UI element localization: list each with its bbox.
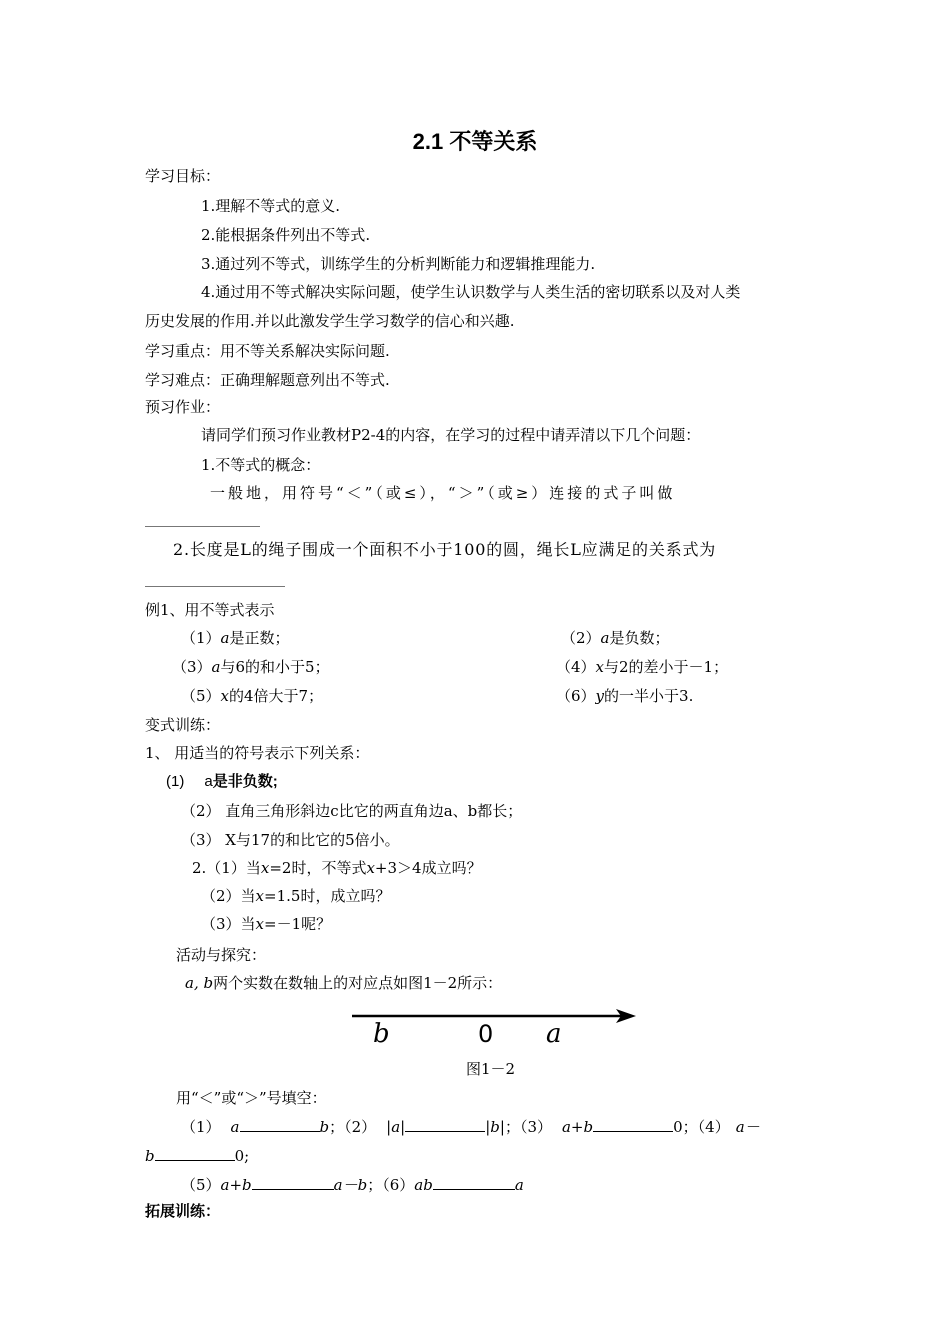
preview-label: 预习作业： xyxy=(145,398,221,416)
difficulty: 学习难点：正确理解题意列出不等式. xyxy=(145,371,390,389)
objective-item: 3.通过列不等式，训练学生的分析判断能力和逻辑推理能力. xyxy=(201,255,596,273)
preview-q2-text: 2.长度是L的绳子围成一个面积不小于100的圆，绳长L应满足的关系式为 xyxy=(173,540,717,559)
figure-caption: 图1－2 xyxy=(466,1060,516,1078)
preview-q1-text: 一般地，用符号“＜”（或≤），“＞”（或≥）连接的式子叫做 xyxy=(210,484,676,502)
axis-label-a: a xyxy=(546,1019,562,1049)
answer-blank[interactable] xyxy=(240,1117,320,1132)
variation-q1: 1、 用适当的符号表示下列关系： xyxy=(145,744,370,762)
example1-label: 例1、用不等式表示 xyxy=(145,601,275,619)
extension-label: 拓展训练： xyxy=(145,1203,221,1220)
example-item: （1）a是正数； xyxy=(181,629,290,647)
answer-blank[interactable] xyxy=(252,1175,334,1190)
answer-line xyxy=(145,586,285,587)
variation-q1-3: （3） X与17的和比它的5倍小。 xyxy=(181,831,400,849)
fill-row-2: （5）a+b a－b；（6）ab a xyxy=(181,1176,524,1194)
variation-q1-2: （2） 直角三角形斜边c比它的两直角边a、b都长； xyxy=(181,802,523,820)
number-line-figure xyxy=(340,1000,650,1052)
fill-prompt: 用“＜”或“＞”号填空： xyxy=(176,1089,327,1107)
activity-label: 活动与探究： xyxy=(176,946,267,964)
objective-item: 2.能根据条件列出不等式. xyxy=(201,226,371,244)
answer-blank[interactable] xyxy=(155,1146,235,1161)
variation-q2-3: （3）当x=－1呢？ xyxy=(201,915,332,933)
variation-q2-1: 2.（1）当x=2时，不等式x+3＞4成立吗？ xyxy=(192,859,482,877)
axis-label-0: 0 xyxy=(478,1020,494,1048)
example-item: （6）y的一半小于3. xyxy=(556,687,694,705)
fill-row-1: （1） a b；（2） |a| |b|；（3） a+b 0；（4） a－ xyxy=(181,1118,760,1136)
example-item: （3）a与6的和小于5； xyxy=(172,658,330,676)
example-item: （5）x的4倍大于7； xyxy=(181,687,324,705)
variation-label: 变式训练： xyxy=(145,716,221,734)
key-point: 学习重点：用不等关系解决实际问题. xyxy=(145,342,390,360)
variation-q2-2: （2）当x=1.5时，成立吗？ xyxy=(201,887,391,905)
answer-line xyxy=(145,526,260,527)
objective-item: 4.通过用不等式解决实际问题，使学生认识数学与人类生活的密切联系以及对人类 xyxy=(201,283,741,301)
page-title: 2.1 不等关系 xyxy=(412,129,538,154)
answer-blank[interactable] xyxy=(405,1117,485,1132)
fill-row-1-cont: b 0; xyxy=(145,1147,250,1165)
objective-item: 历史发展的作用.并以此激发学生学习数学的信心和兴趣. xyxy=(145,312,515,330)
preview-intro: 请同学们预习作业教材P2-4的内容，在学习的过程中请弄清以下几个问题： xyxy=(201,426,701,444)
activity-desc: a, b两个实数在数轴上的对应点如图1－2所示： xyxy=(185,974,503,992)
answer-blank[interactable] xyxy=(433,1175,515,1190)
example-item: （4）x与2的差小于－1； xyxy=(556,658,729,676)
example-item: （2）a是负数； xyxy=(561,629,670,647)
objective-item: 1.理解不等式的意义. xyxy=(201,197,341,215)
axis-label-b: b xyxy=(373,1019,390,1049)
preview-q1-label: 1.不等式的概念： xyxy=(201,456,321,474)
objectives-label: 学习目标： xyxy=(145,167,221,185)
answer-blank[interactable] xyxy=(593,1117,673,1132)
variation-q1-1: (1) a是非负数; xyxy=(166,773,278,790)
